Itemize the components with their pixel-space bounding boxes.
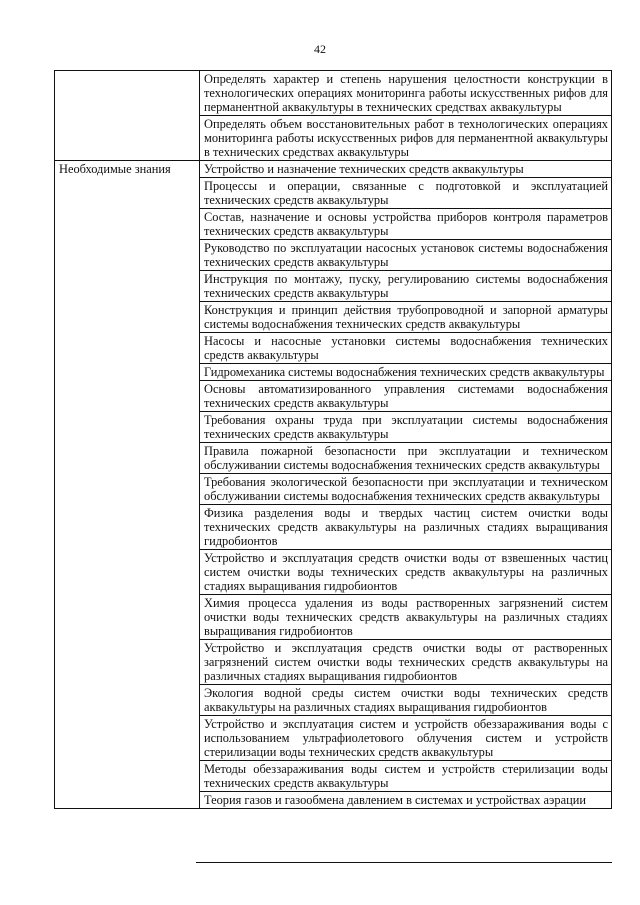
knowledge-cell: Требования охраны труда при эксплуатации системы водоснабжения технических средств аквакультуры — [200, 412, 612, 443]
requirements-table — [54, 70, 612, 809]
knowledge-cell: Устройство и эксплуатация систем и устройств обеззараживания воды с использованием ультрафиолетового облучения систем и устройств стерилизации воды технических средств аквакультуры — [200, 716, 612, 761]
skill-cell: Определять характер и степень нарушения целостности конструкции в технологических операциях мониторинга работы искусственных рифов для перманентной аквакультуры в технических средствах аквакультуры — [200, 71, 612, 116]
knowledge-cell: Требования экологической безопасности при эксплуатации и техническом обслуживании системы водоснабжения технических средств аквакультуры — [200, 474, 612, 505]
knowledge-cell: Гидромеханика системы водоснабжения технических средств аквакультуры — [200, 364, 612, 381]
table-row — [55, 71, 612, 116]
knowledge-cell: Физика разделения воды и твердых частиц систем очистки воды технических средств аквакультуры на различных стадиях выращивания гидробионтов — [200, 505, 612, 550]
table-row — [55, 161, 612, 178]
skill-cell: Определять объем восстановительных работ в технологических операциях мониторинга работы искусственных рифов для перманентной аквакультуры в технических средствах аквакультуры — [200, 116, 612, 161]
knowledge-cell: Правила пожарной безопасности при эксплуатации и техническом обслуживании системы водоснабжения технических средств аквакультуры — [200, 443, 612, 474]
knowledge-cell: Конструкция и принцип действия трубопроводной и запорной арматуры системы водоснабжения технических средств аквакультуры — [200, 302, 612, 333]
knowledge-cell: Руководство по эксплуатации насосных установок системы водоснабжения технических средств аквакультуры — [200, 240, 612, 271]
knowledge-cell: Методы обеззараживания воды систем и устройств стерилизации воды технических средств аквакультуры — [200, 761, 612, 792]
knowledge-cell: Химия процесса удаления из воды растворенных загрязнений систем очистки воды технических средств аквакультуры на различных стадиях выращивания гидробионтов — [200, 595, 612, 640]
table-bottom-border — [196, 862, 612, 863]
knowledge-cell: Устройство и эксплуатация средств очистки воды от взвешенных частиц систем очистки воды технических средств аквакультуры на различных стадиях выращивания гидробионтов — [200, 550, 612, 595]
knowledge-cell: Насосы и насосные установки системы водоснабжения технических средств аквакультуры — [200, 333, 612, 364]
knowledge-cell: Процессы и операции, связанные с подготовкой и эксплуатацией технических средств аквакультуры — [200, 178, 612, 209]
knowledge-cell: Устройство и назначение технических средств аквакультуры — [200, 161, 612, 178]
empty-label-cell — [55, 71, 200, 161]
section-label-cell: Необходимые знания — [55, 161, 200, 809]
knowledge-cell: Состав, назначение и основы устройства приборов контроля параметров технических средств аквакультуры — [200, 209, 612, 240]
knowledge-cell: Инструкция по монтажу, пуску, регулированию системы водоснабжения технических средств аквакультуры — [200, 271, 612, 302]
knowledge-cell: Основы автоматизированного управления системами водоснабжения технических средств аквакультуры — [200, 381, 612, 412]
knowledge-cell: Теория газов и газообмена давлением в системах и устройствах аэрации — [200, 792, 612, 809]
page-number: 42 — [314, 42, 326, 56]
knowledge-cell: Экология водной среды систем очистки воды технических средств аквакультуры на различных стадиях выращивания гидробионтов — [200, 685, 612, 716]
knowledge-cell: Устройство и эксплуатация средств очистки воды от растворенных загрязнений систем очистки воды технических средств аквакультуры на различных стадиях выращивания гидробионтов — [200, 640, 612, 685]
